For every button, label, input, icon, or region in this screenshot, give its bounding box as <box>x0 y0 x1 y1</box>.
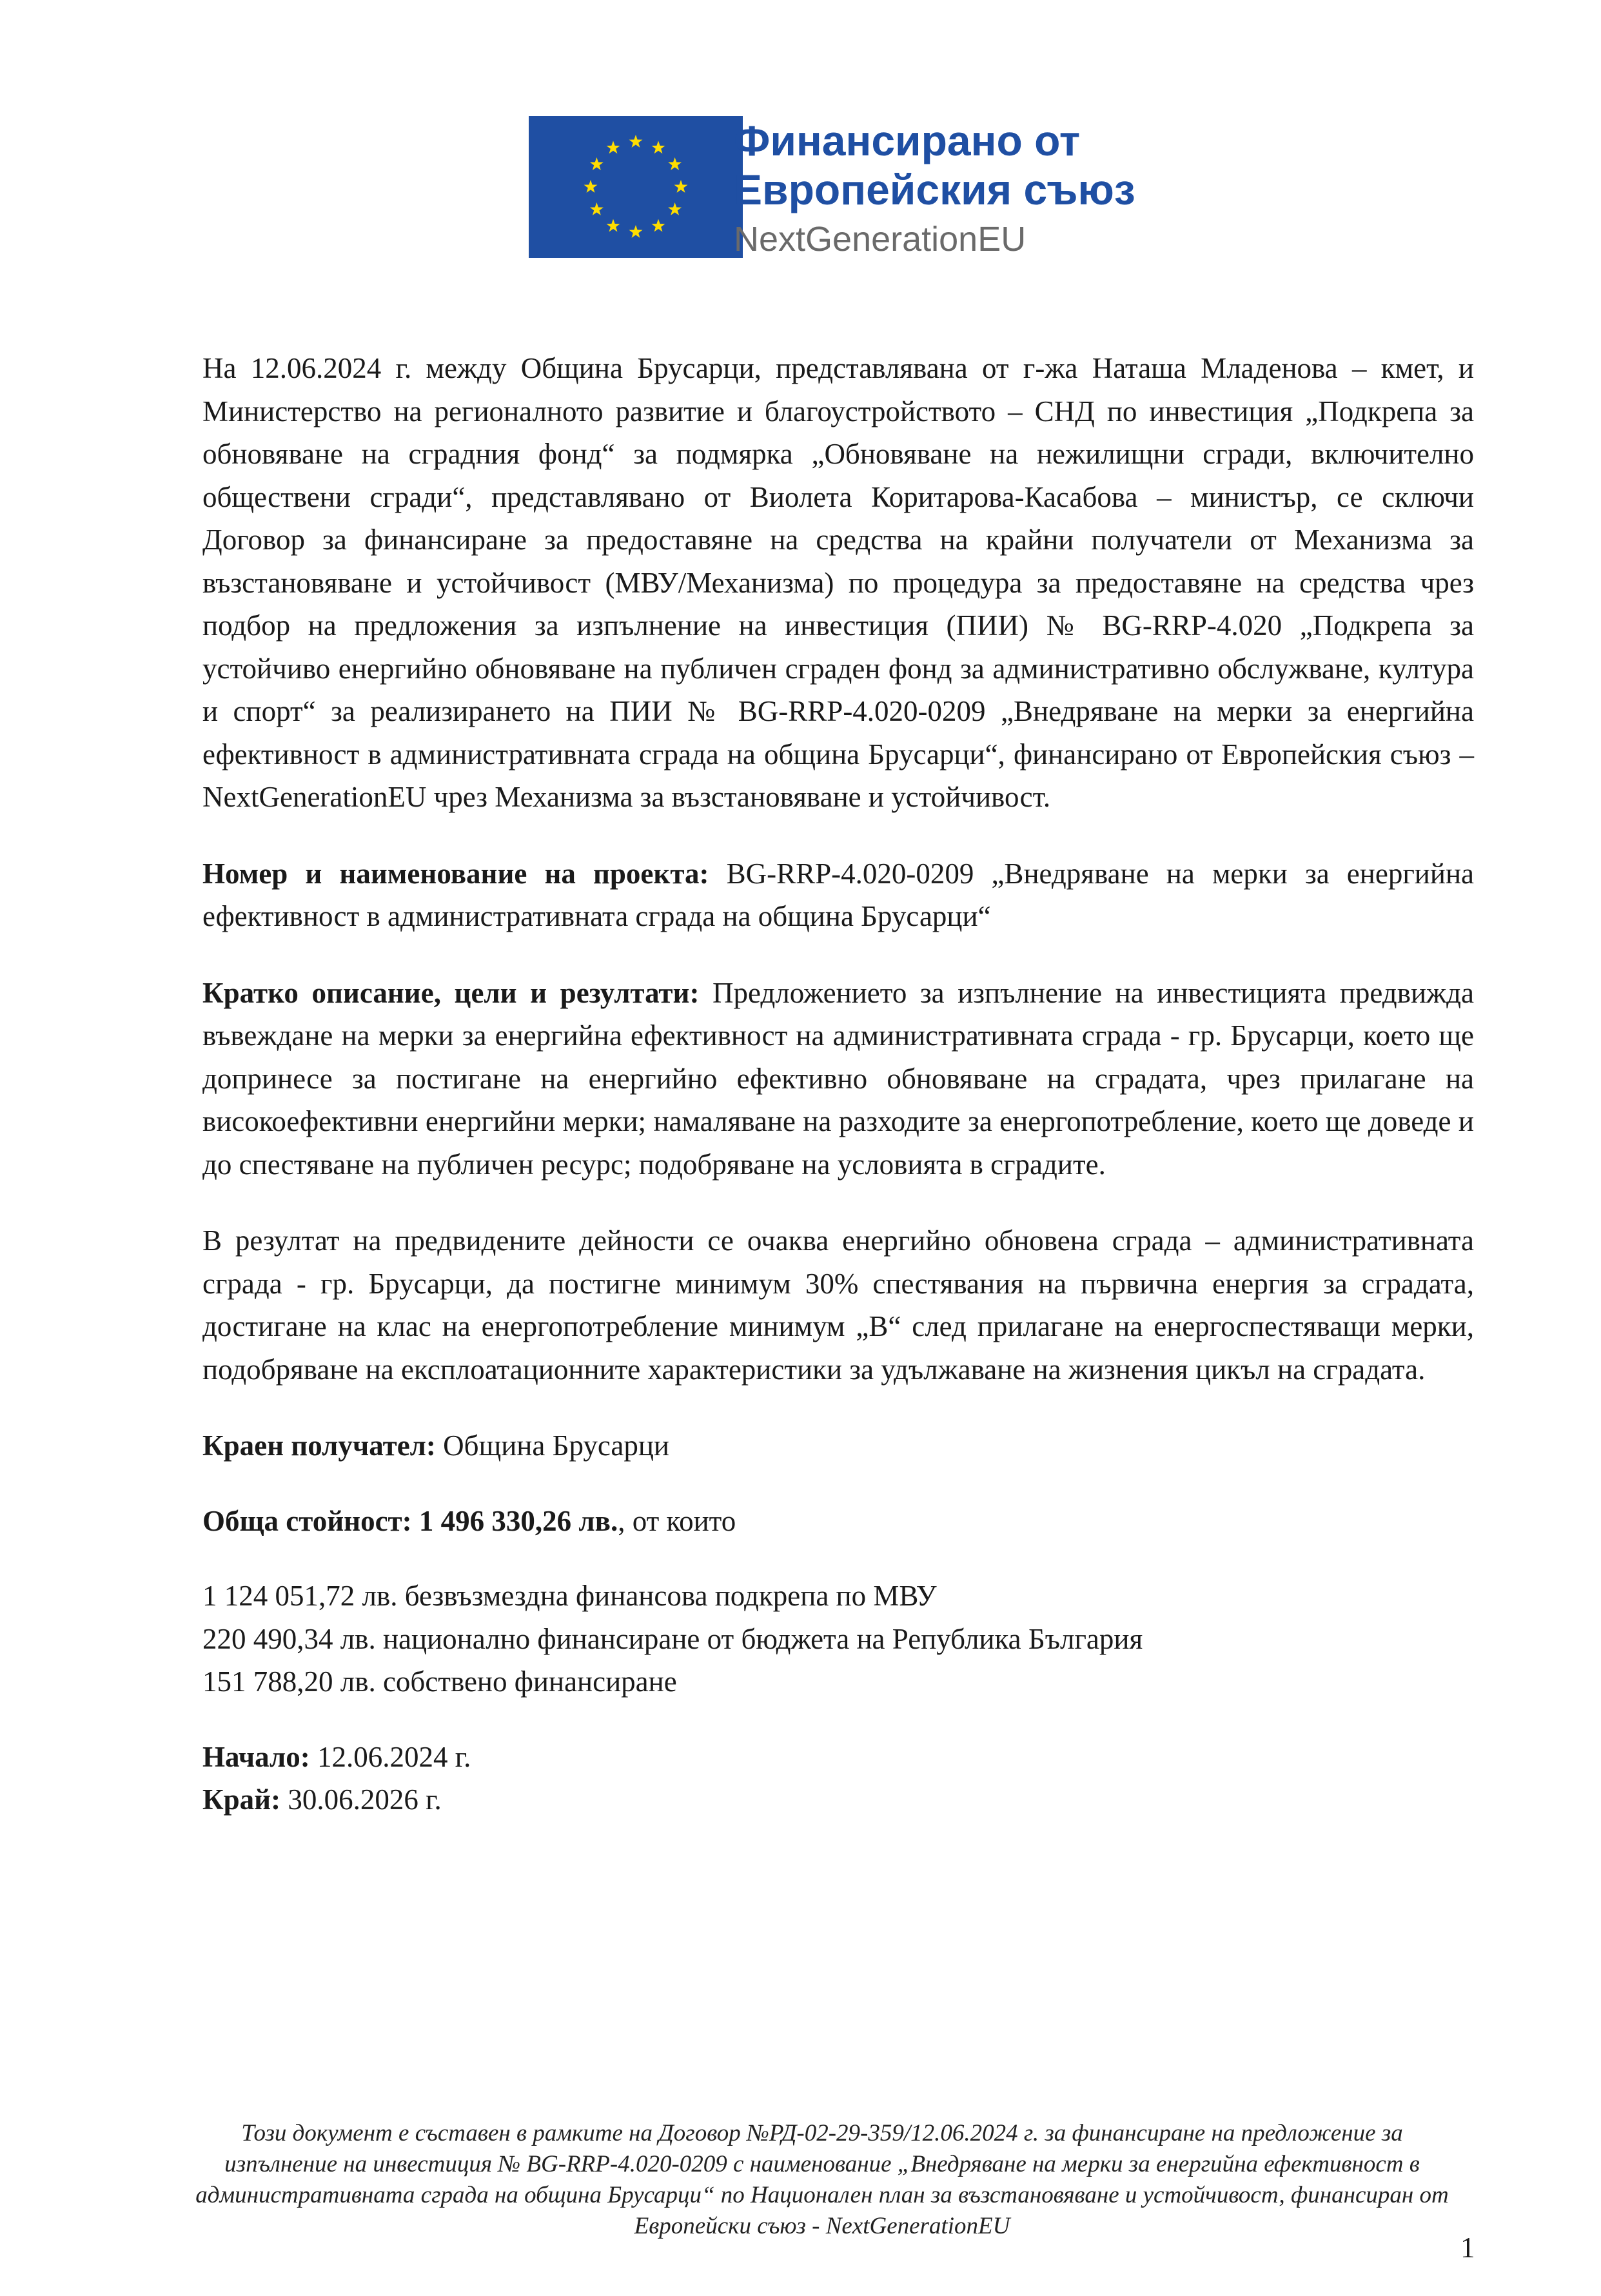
funding-list <box>202 1575 1474 1703</box>
description-value: Предложението за изпълнение на инвестицията предвижда въвеждане на мерки за енергийна ефективност на административната сграда - гр. Брусарци, което ще допринесе за постигане на енергийно ефективно обновяване на сградата, чрез прилагане на високоефективни енергийни мерки; намаляване на разходите за енергопотребление, което ще доведе и до спестяване на публичен ресурс; подобряване на условията в сградите. <box>202 976 1474 1181</box>
document-body <box>202 347 1474 1821</box>
start-date <box>202 1736 1474 1779</box>
end-label: Край: <box>202 1783 281 1816</box>
funding-item-mvu: 1 124 051,72 лв. безвъзмездна финансова подкрепа по МВУ <box>202 1580 937 1612</box>
end-date <box>202 1778 1474 1821</box>
description-label: Кратко описание, цели и резултати: <box>202 976 700 1009</box>
funding-item-own: 151 788,20 лв. собствено финансиране <box>202 1665 677 1698</box>
description-paragraph <box>202 972 1474 1186</box>
project-value: BG-RRP-4.020-0209 „Внедряване на мерки за енергийна ефективност в административната сграда на община Брусарци“ <box>202 857 1474 932</box>
result-paragraph: В резултат на предвидените дейности се очаква енергийно обновена сграда – административната сграда - гр. Брусарци, да постигне минимум 30% спестявания на първична енергия за сградата, достигане на клас на енергопотребление минимум „В“ след прилагане на енергоспестяващи мерки, подобряване на експлоатационните характеристики за удължаване на жизнения цикъл на сградата. <box>202 1224 1474 1386</box>
dates-paragraph <box>202 1736 1474 1821</box>
footer-note: Този документ е съставен в рамките на Договор №РД-02-29-359/12.06.2024 г. за финансиране на предложение за изпълнение на инвестиция № BG-RRP-4.020-0209 с наименование „Внедряване на мерки за енергийна ефективност в административната сграда на община Брусарци“ по Национален план за възстановяване и устойчивост, финансиран от Европейски съюз - NextGenerationEU <box>195 2120 1449 2239</box>
total-suffix: , от които <box>618 1504 736 1537</box>
end-value: 30.06.2026 г. <box>280 1783 442 1816</box>
page-number: 1 <box>1460 2232 1475 2264</box>
logo-line-eu: Европейския съюз <box>734 166 1135 213</box>
eu-funding-logo <box>529 116 1135 259</box>
total-label: Обща стойност: 1 496 330,26 лв. <box>202 1504 618 1537</box>
beneficiary-value: Община Брусарци <box>435 1429 670 1462</box>
total-paragraph <box>202 1500 1474 1543</box>
project-label: Номер и наименование на проекта: <box>202 857 709 890</box>
logo-line-nextgen: NextGenerationEU <box>734 220 1026 259</box>
start-label: Начало: <box>202 1740 310 1773</box>
project-paragraph <box>202 852 1474 938</box>
start-value: 12.06.2024 г. <box>309 1740 471 1773</box>
funding-item-national: 220 490,34 лв. национално финансиране от бюджета на Република България <box>202 1622 1143 1655</box>
logo-line-financed: Финансирано от <box>734 117 1081 164</box>
eu-flag-icon <box>529 116 743 258</box>
beneficiary-label: Краен получател: <box>202 1429 436 1462</box>
intro-paragraph: На 12.06.2024 г. между Община Брусарци, представлявана от г-жа Наташа Младенова – кмет, и Министерство на регионалното развитие и благоустройството – СНД по инвестиция „Подкрепа за обновяване на сградния фонд“ за подмярка „Обновяване на нежилищни сгради, включително обществени сгради“, представлявано от Виолета Коритарова-Касабова – министър, се сключи Договор за финансиране за предоставяне на средства на крайни получатели от Механизма за възстановяване и устойчивост (МВУ/Механизма) по процедура за предоставяне на средства чрез подбор на предложения за изпълнение на инвестиция (ПИИ) № BG-RRP-4.020 „Подкрепа за устойчиво енергийно обновяване на публичен сграден фонд за административно обслужване, култура и спорт“ за реализирането на ПИИ № BG-RRP-4.020-0209 „Внедряване на мерки за енергийна ефективност в административната сграда на община Брусарци“, финансирано от Европейския съюз – NextGenerationEU чрез Механизма за възстановяване и устойчивост. <box>202 352 1474 813</box>
beneficiary-paragraph <box>202 1424 1474 1467</box>
